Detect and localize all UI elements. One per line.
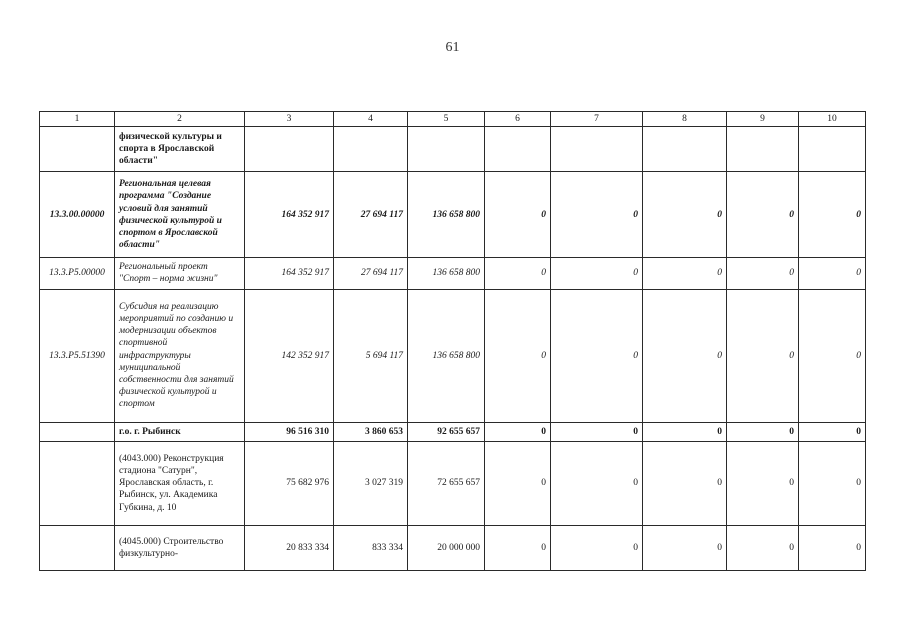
cell-value: 164 352 917 [245, 258, 334, 289]
column-header: 5 [408, 112, 485, 127]
table-row [40, 441, 866, 525]
cell-value [551, 127, 643, 172]
cell-value: 136 658 800 [408, 172, 485, 258]
cell-value [245, 127, 334, 172]
cell-value: 3 860 653 [334, 422, 408, 441]
cell-value: 0 [643, 289, 727, 422]
cell-value: 20 000 000 [408, 525, 485, 570]
cell-value: 0 [485, 525, 551, 570]
cell-value: 3 027 319 [334, 441, 408, 525]
cell-value: 0 [551, 441, 643, 525]
row-code [40, 441, 115, 525]
row-name: (4045.000) Строительство физкультурно- [115, 525, 245, 570]
cell-value: 0 [485, 441, 551, 525]
cell-value [727, 127, 799, 172]
table-row [40, 258, 866, 289]
row-name: (4043.000) Реконструкция стадиона "Сатурн", Ярославская область, г. Рыбинск, ул. Академика Губкина, д. 10 [115, 441, 245, 525]
cell-value: 0 [799, 289, 866, 422]
column-header: 7 [551, 112, 643, 127]
cell-value: 0 [727, 441, 799, 525]
column-header: 6 [485, 112, 551, 127]
cell-value: 96 516 310 [245, 422, 334, 441]
cell-value: 27 694 117 [334, 258, 408, 289]
row-code: 13.3.00.00000 [40, 172, 115, 258]
row-code: 13.3.Р5.51390 [40, 289, 115, 422]
cell-value: 0 [727, 422, 799, 441]
cell-value [799, 127, 866, 172]
cell-value [643, 127, 727, 172]
cell-value: 0 [643, 441, 727, 525]
cell-value: 0 [551, 258, 643, 289]
row-name: г.о. г. Рыбинск [115, 422, 245, 441]
cell-value: 833 334 [334, 525, 408, 570]
cell-value: 0 [643, 525, 727, 570]
cell-value: 0 [551, 289, 643, 422]
cell-value: 0 [485, 172, 551, 258]
table-row [40, 127, 866, 172]
cell-value: 164 352 917 [245, 172, 334, 258]
column-header: 3 [245, 112, 334, 127]
row-code [40, 422, 115, 441]
table-row [40, 422, 866, 441]
column-header: 2 [115, 112, 245, 127]
cell-value: 0 [799, 441, 866, 525]
cell-value: 0 [485, 289, 551, 422]
cell-value: 0 [643, 422, 727, 441]
column-header: 9 [727, 112, 799, 127]
cell-value: 72 655 657 [408, 441, 485, 525]
cell-value: 0 [727, 525, 799, 570]
column-header: 4 [334, 112, 408, 127]
row-code [40, 525, 115, 570]
cell-value: 0 [727, 289, 799, 422]
cell-value: 142 352 917 [245, 289, 334, 422]
budget-table [39, 111, 866, 571]
cell-value [485, 127, 551, 172]
cell-value: 0 [485, 422, 551, 441]
table-header-row [40, 112, 866, 127]
table-row [40, 172, 866, 258]
cell-value: 27 694 117 [334, 172, 408, 258]
row-name: Субсидия на реализацию мероприятий по созданию и модернизации объектов спортивной инфраструктуры муниципальной собственности для занятий физической культурой и спортом [115, 289, 245, 422]
row-name: Региональный проект "Спорт – норма жизни" [115, 258, 245, 289]
cell-value: 0 [727, 172, 799, 258]
row-name: Региональная целевая программа "Создание условий для занятий физической культурой и спортом в Ярославской области" [115, 172, 245, 258]
row-code [40, 127, 115, 172]
column-header: 10 [799, 112, 866, 127]
cell-value: 0 [799, 172, 866, 258]
cell-value: 20 833 334 [245, 525, 334, 570]
page-number: 61 [445, 40, 460, 55]
table-row [40, 289, 866, 422]
cell-value: 5 694 117 [334, 289, 408, 422]
cell-value: 0 [799, 422, 866, 441]
cell-value: 0 [643, 258, 727, 289]
column-header: 1 [40, 112, 115, 127]
cell-value: 0 [799, 258, 866, 289]
cell-value: 0 [551, 422, 643, 441]
cell-value [408, 127, 485, 172]
table-row [40, 525, 866, 570]
cell-value: 75 682 976 [245, 441, 334, 525]
cell-value: 0 [727, 258, 799, 289]
cell-value: 0 [485, 258, 551, 289]
cell-value: 0 [551, 172, 643, 258]
cell-value: 0 [643, 172, 727, 258]
cell-value: 0 [551, 525, 643, 570]
row-name: физической культуры и спорта в Ярославской области" [115, 127, 245, 172]
row-code: 13.3.Р5.00000 [40, 258, 115, 289]
cell-value: 92 655 657 [408, 422, 485, 441]
cell-value: 0 [799, 525, 866, 570]
cell-value: 136 658 800 [408, 258, 485, 289]
cell-value [334, 127, 408, 172]
cell-value: 136 658 800 [408, 289, 485, 422]
column-header: 8 [643, 112, 727, 127]
